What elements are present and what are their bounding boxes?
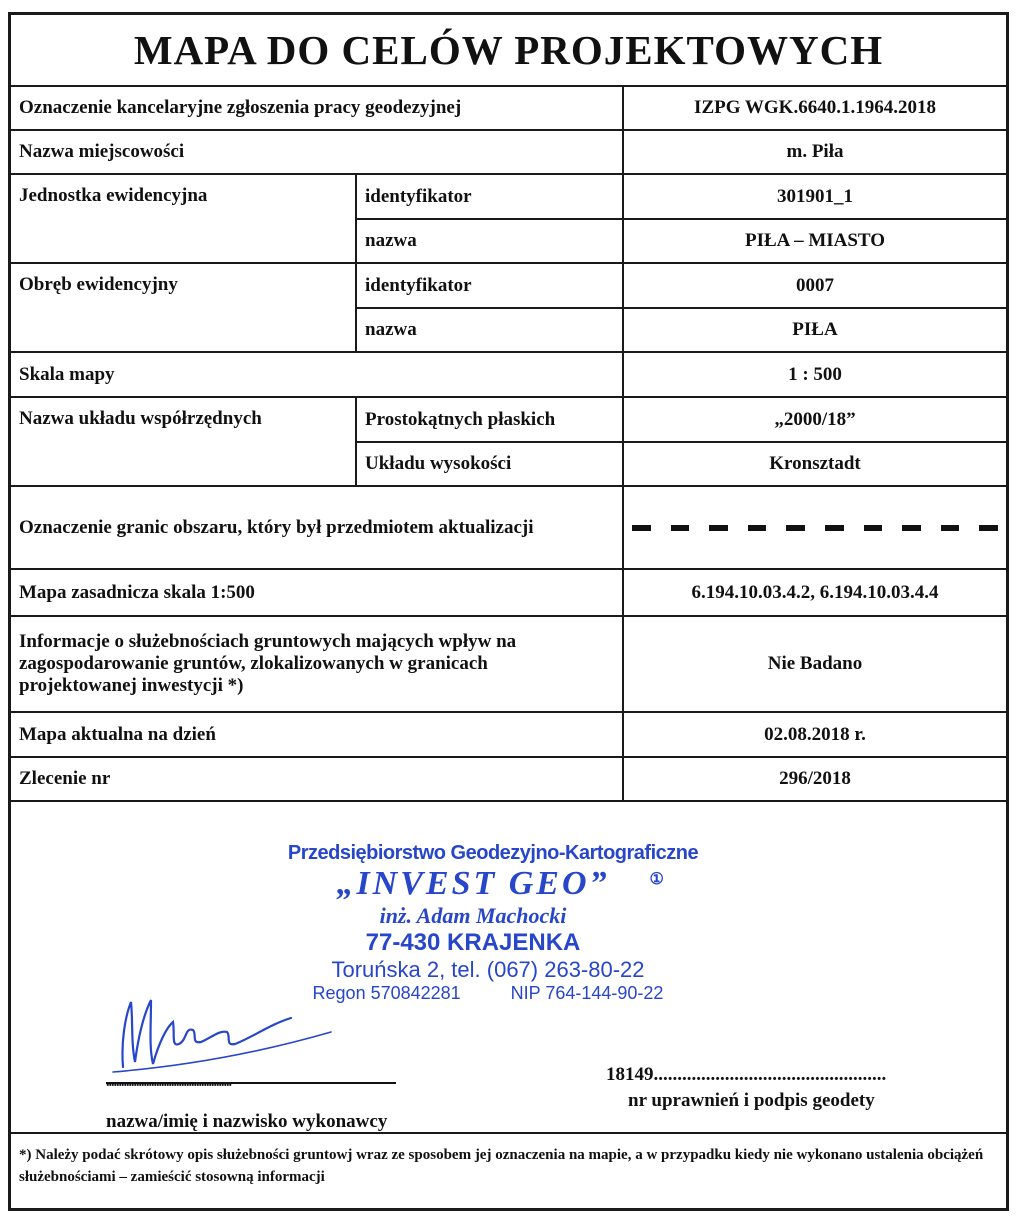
skala-label: Skala mapy — [11, 352, 623, 397]
stamp-line-company: Przedsiębiorstwo Geodezyjno-Kartograficzne — [287, 842, 699, 864]
surveyor-block — [606, 1064, 886, 1112]
aktualna-value: 02.08.2018 r. — [623, 712, 1006, 757]
stamp-regon: Regon 570842281 — [312, 983, 461, 1003]
zlecenie-label: Zlecenie nr — [11, 757, 623, 801]
jednostka-label: Jednostka ewidencyjna — [11, 174, 356, 263]
miejscowosc-label: Nazwa miejscowości — [11, 130, 623, 174]
obreb-id-label: identyfikator — [356, 263, 623, 308]
surveyor-label: nr uprawnień i podpis geodety — [628, 1090, 875, 1111]
obreb-nazwa-label: nazwa — [356, 308, 623, 352]
signature-section — [11, 802, 1006, 1134]
handwritten-signature — [101, 972, 341, 1082]
jednostka-nazwa-value: PIŁA – MIASTO — [623, 219, 1006, 263]
oznaczenie-label: Oznaczenie kancelaryjne zgłoszenia pracy geodezyjnej — [11, 87, 623, 130]
oznaczenie-value: IZPG WGK.6640.1.1964.2018 — [623, 87, 1006, 130]
registered-mark-icon: ① — [649, 871, 667, 888]
stamp-line-address: 77-430 KRAJENKA — [365, 929, 581, 956]
granice-legend — [623, 486, 1006, 569]
aktualna-label: Mapa aktualna na dzień — [11, 712, 623, 757]
uklad-label: Nazwa układu współrzędnych — [11, 397, 356, 486]
miejscowosc-value: m. Piła — [623, 130, 1006, 174]
sluzebnosci-value: Nie Badano — [623, 616, 1006, 712]
dashed-boundary-symbol — [632, 525, 998, 531]
zasadnicza-label: Mapa zasadnicza skala 1:500 — [11, 569, 623, 616]
uklad-wys-value: Kronsztadt — [623, 442, 1006, 486]
jednostka-id-label: identyfikator — [356, 174, 623, 219]
obreb-id-value: 0007 — [623, 263, 1006, 308]
stamp-nip: NIP 764-144-90-22 — [510, 983, 664, 1003]
jednostka-id-value: 301901_1 — [623, 174, 1006, 219]
zlecenie-value: 296/2018 — [623, 757, 1006, 801]
uklad-wys-label: Układu wysokości — [356, 442, 623, 486]
obreb-label: Obręb ewidencyjny — [11, 263, 356, 352]
footnote: *) Należy podać skrótowy opis służebności gruntowj wraz ze sposobem jej oznaczenia na mapie, a w przypadku kiedy nie wykonano ustalenia obciążeń służebnościami – zamieścić stosowną informacji — [19, 1147, 984, 1185]
skala-value: 1 : 500 — [623, 352, 1006, 397]
jednostka-nazwa-label: nazwa — [356, 219, 623, 263]
form-table — [11, 87, 1006, 802]
stamp-line-street: Toruńska 2, tel. (067) 263-80-22 — [331, 957, 645, 982]
contractor-label: nazwa/imię i nazwisko wykonawcy — [106, 1111, 388, 1132]
stamp-name-text: „INVEST GEO” — [336, 865, 610, 902]
stamp-line-name — [203, 865, 743, 903]
zasadnicza-value: 6.194.10.03.4.2, 6.194.10.03.4.4 — [623, 569, 1006, 616]
page-title: MAPA DO CELÓW PROJEKTOWYCH — [11, 15, 1006, 87]
contractor-block — [106, 1075, 388, 1133]
license-number: 18149................................................. — [606, 1064, 887, 1085]
uklad-plaskich-value: „2000/18” — [623, 397, 1006, 442]
obreb-nazwa-value: PIŁA — [623, 308, 1006, 352]
uklad-plaskich-label: Prostokątnych płaskich — [356, 397, 623, 442]
granice-label: Oznaczenie granic obszaru, który był przedmiotem aktualizacji — [11, 486, 623, 569]
contractor-dots: .................................................. — [106, 1075, 231, 1090]
sluzebnosci-label: Informacje o służebnościach gruntowych mających wpływ na zagospodarowanie gruntów, zlokalizowanych w granicach projektowanej inwestycji *) — [11, 616, 623, 712]
form-frame — [8, 12, 1009, 1211]
stamp-line-owner: inż. Adam Machocki — [379, 903, 567, 928]
